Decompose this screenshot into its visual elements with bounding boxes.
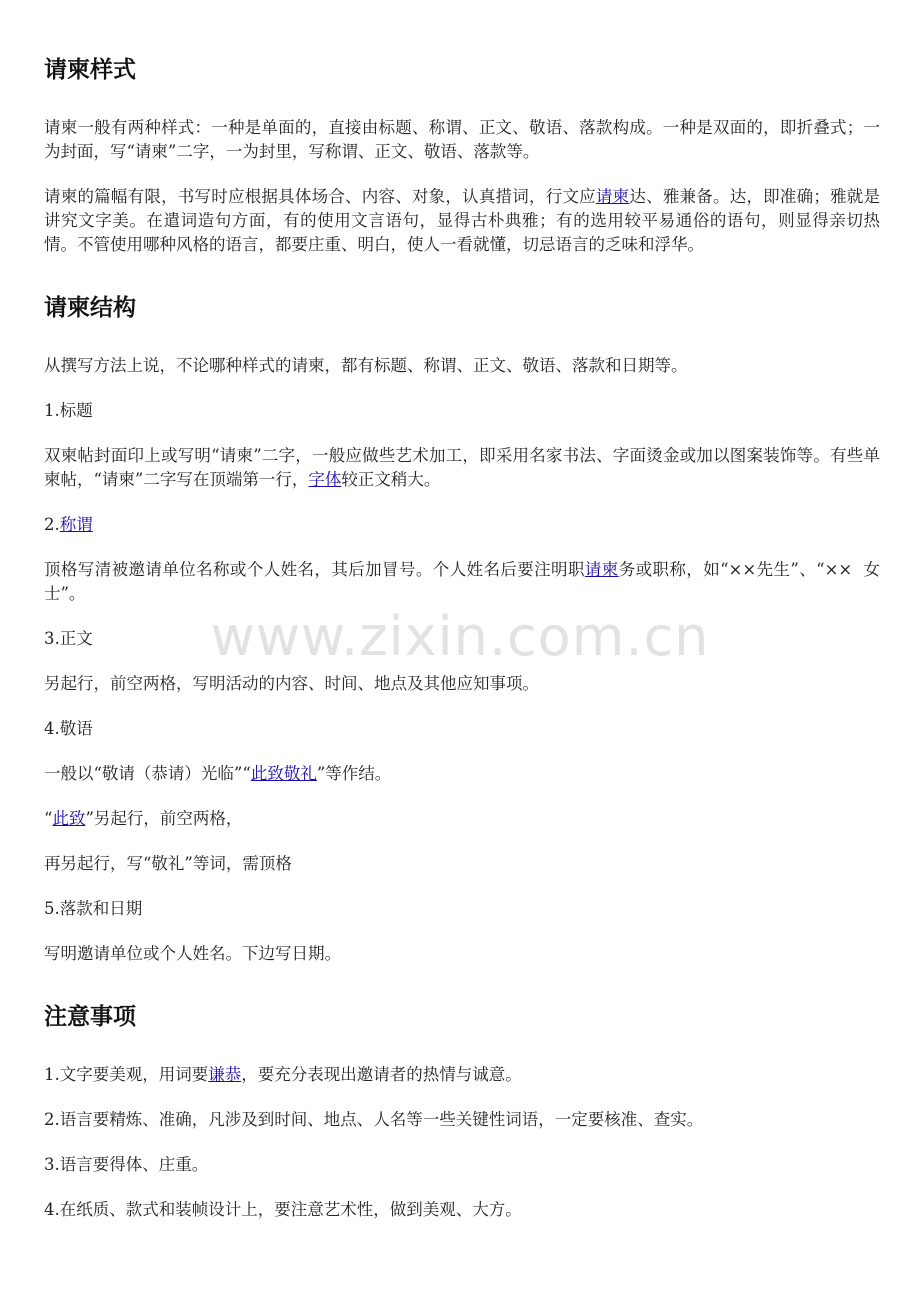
link-cizhi[interactable]: 此致 xyxy=(52,809,86,828)
link-cizhijingli[interactable]: 此致敬礼 xyxy=(250,764,317,783)
item-heading xyxy=(44,513,880,537)
text: 请柬的篇幅有限，书写时应根据具体场合、内容、对象，认真措词，行文应 xyxy=(44,187,596,206)
text: 较正文稍大。 xyxy=(341,470,441,489)
item-heading: 5.落款和日期 xyxy=(44,899,143,918)
paragraph: 写明邀请单位或个人姓名。下边写日期。 xyxy=(44,944,341,963)
link-qingjian[interactable]: 请柬 xyxy=(595,187,630,206)
paragraph xyxy=(44,762,880,786)
text: ”等作结。 xyxy=(316,764,392,783)
text: 1.文字要美观，用词要 xyxy=(44,1065,209,1084)
paragraph: 2.语言要精炼、准确，凡涉及到时间、地点、人名等一些关键性词语，一定要核准、查实。 xyxy=(44,1110,704,1129)
section-title-notes: 注意事项 xyxy=(44,1004,136,1030)
text: 顶格写清被邀请单位名称或个人姓名，其后加冒号。个人姓名后要注明职 xyxy=(44,560,585,579)
text: ，要充分表现出邀请者的热情与诚意。 xyxy=(241,1065,522,1084)
section-title-structure: 请柬结构 xyxy=(44,295,136,321)
text: 务或职称，如“××先生”、“×× 女士”。 xyxy=(44,560,881,603)
text: 2. xyxy=(44,515,60,534)
paragraph: 4.在纸质、款式和装帧设计上，要注意艺术性，做到美观、大方。 xyxy=(44,1200,522,1219)
link-ziti[interactable]: 字体 xyxy=(308,470,342,489)
item-heading: 3.正文 xyxy=(44,629,93,648)
paragraph: 从撰写方法上说，不论哪种样式的请柬，都有标题、称谓、正文、敬语、落款和日期等。 xyxy=(44,356,688,375)
section-title-style: 请柬样式 xyxy=(44,57,136,83)
watermark: www.zixin.com.cn xyxy=(210,605,710,668)
paragraph: 请柬一般有两种样式：一种是单面的，直接由标题、称谓、正文、敬语、落款构成。一种是双面的，即折叠式；一为封面，写“请柬”二字，一为封里，写称谓、正文、敬语、落款等。 xyxy=(44,118,880,161)
paragraph: 再另起行，写“敬礼”等词，需顶格 xyxy=(44,854,292,873)
paragraph xyxy=(44,444,880,492)
text: 达、雅兼备。达，即准确；雅就是讲究文字美。在遣词造句方面，有的使用文言语句，显得古朴典雅；有的选用较平易通俗的语句，则显得亲切热情。不管使用哪种风格的语言，都要庄重、明白，使人一看就懂，切忌语言的乏味和浮华。 xyxy=(44,187,881,254)
link-chengwei[interactable]: 称谓 xyxy=(59,515,93,534)
text: 双柬帖封面印上或写明“请柬”二字，一般应做些艺术加工，即采用名家书法、字面烫金或加以图案装饰等。有些单柬帖，“请柬”二字写在顶端第一行， xyxy=(44,446,880,489)
paragraph xyxy=(44,807,880,831)
paragraph: 另起行，前空两格，写明活动的内容、时间、地点及其他应知事项。 xyxy=(44,674,539,693)
link-qingjian-2[interactable]: 请柬 xyxy=(584,560,619,579)
text: “ xyxy=(44,809,53,828)
item-heading: 4.敬语 xyxy=(44,719,93,738)
item-heading: 1.标题 xyxy=(44,401,93,420)
paragraph xyxy=(44,185,880,257)
paragraph xyxy=(44,1063,880,1087)
text: 一般以“敬请（恭请）光临”“ xyxy=(44,764,251,783)
link-qiangong[interactable]: 谦恭 xyxy=(208,1065,242,1084)
paragraph: 3.语言要得体、庄重。 xyxy=(44,1155,209,1174)
text: ”另起行，前空两格， xyxy=(85,809,243,828)
document-page xyxy=(44,0,880,1222)
paragraph xyxy=(44,558,880,606)
